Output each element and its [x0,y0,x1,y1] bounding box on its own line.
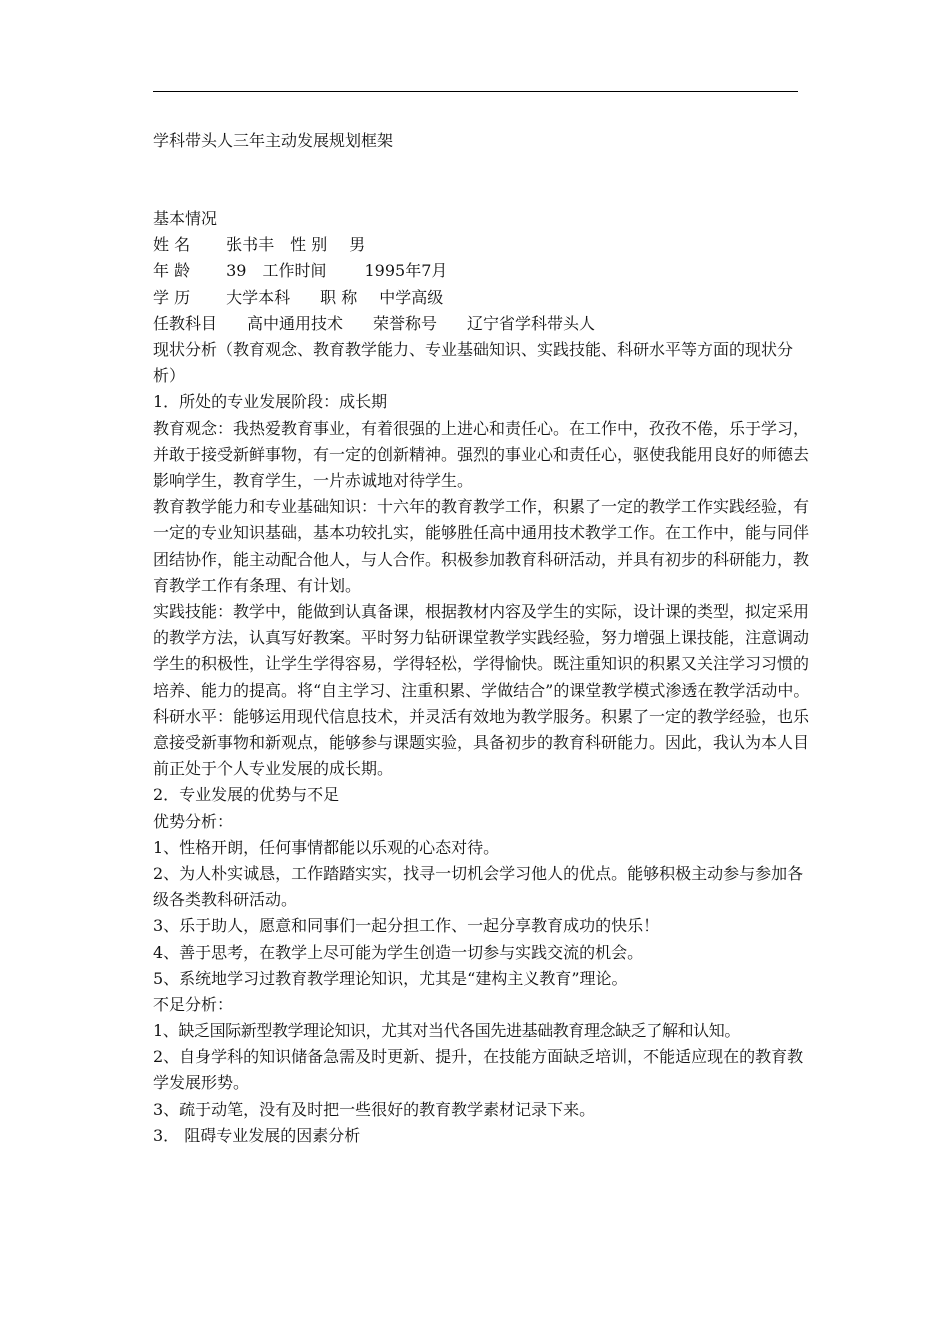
name-label: 姓 名 [153,235,191,255]
row-edu-title [153,285,813,311]
basic-heading: 基本情况 [153,209,218,228]
strength-item: 3、乐于助人，愿意和同事们一起分担工作、一起分享教育成功的快乐！ [153,916,660,936]
strength-item: 5、系统地学习过教育教学理论知识，尤其是“建构主义教育”理论。 [153,968,628,988]
strengths-heading: 2．专业发展的优势与不足 [153,785,340,805]
weakness-item: 3、疏于动笔，没有及时把一些很好的教育教学素材记录下来。 [153,1099,596,1119]
document-title: 学科带头人三年主动发展规划框架 [153,131,394,150]
weakness-item: 2、自身学科的知识储备急需及时更新、提升，在技能方面缺乏培训，不能适应现在的教育教学发展形势。 [153,1047,804,1093]
document-body [153,206,813,1149]
analysis-heading: 现状分析（教育观念、教育教学能力、专业基础知识、实践技能、科研水平等方面的现状分析） [153,339,794,386]
stage-line: 1．所处的专业发展阶段：成长期 [153,392,388,412]
honor-value: 辽宁省学科带头人 [467,313,596,333]
worktime-value: 1995年7月 [364,261,448,281]
strength-item: 1、性格开朗，任何事情都能以乐观的心态对待。 [153,837,500,857]
strength-item: 4、善于思考，在教学上尽可能为学生创造一切参与实践交流的机会。 [153,942,644,962]
worktime-label: 工作时间 [262,261,327,281]
header-rule [153,91,798,92]
paragraph-concept: 教育观念：我热爱教育事业，有着很强的上进心和责任心。在工作中，孜孜不倦，乐于学习，并敢于接受新鲜事物，有一定的创新精神。强烈的事业心和责任心，驱使我能用良好的师德去影响学生，教育学生，一片赤诚地对待学生。 [153,418,810,490]
subject-label: 任教科目 [153,313,218,333]
strength-item: 2、为人朴实诚恳，工作踏踏实实，找寻一切机会学习他人的优点。能够积极主动参与参加各级各类教科研活动。 [153,863,804,910]
paragraph-research: 科研水平：能够运用现代信息技术，并灵活有效地为教学服务。积累了一定的教学经验，也乐意接受新事物和新观点，能够参与课题实验，具备初步的教育科研能力。因此，我认为本人目前正处于个人专业发展的成长期。 [153,706,810,779]
gender-value: 男 [349,235,366,255]
name-value: 张书丰 [226,235,275,255]
age-label: 年 龄 [153,261,191,281]
subject-value: 高中通用技术 [247,313,344,333]
row-age-worktime [153,258,813,284]
honor-label: 荣誉称号 [373,313,438,333]
row-name-gender [153,232,813,258]
obstacles-heading: 3． 阻碍专业发展的因素分析 [153,1125,361,1145]
professional-title-label: 职 称 [320,287,358,307]
row-subject-honor [153,311,813,337]
edu-label: 学 历 [153,287,191,307]
age-value: 39 [226,261,247,281]
professional-title-value: 中学高级 [379,287,444,307]
weakness-item: 1、缺乏国际新型教学理论知识，尤其对当代各国先进基础教育理念缺乏了解和认知。 [153,1021,740,1041]
strengths-subheading: 优势分析： [153,811,234,831]
edu-value: 大学本科 [226,287,291,307]
weaknesses-subheading: 不足分析： [153,994,234,1014]
gender-label: 性 别 [290,235,328,255]
paragraph-ability: 教育教学能力和专业基础知识：十六年的教育教学工作，积累了一定的教学工作实践经验，有一定的专业知识基础，基本功较扎实，能够胜任高中通用技术教学工作。在工作中，能与同伴团结协作，能主动配合他人，与人合作。积极参加教育科研活动，并具有初步的科研能力，教育教学工作有条理、有计划。 [153,497,810,595]
paragraph-practice: 实践技能：教学中，能做到认真备课，根据教材内容及学生的实际，设计课的类型，拟定采用的教学方法，认真写好教案。平时努力钻研课堂教学实践经验，努力增强上课技能，注意调动学生的积极性，让学生学得容易，学得轻松，学得愉快。既注重知识的积累又关注学习习惯的培养、能力的提高。将“自主学习、注重积累、学做结合”的课堂教学模式渗透在教学活动中。 [153,601,810,700]
